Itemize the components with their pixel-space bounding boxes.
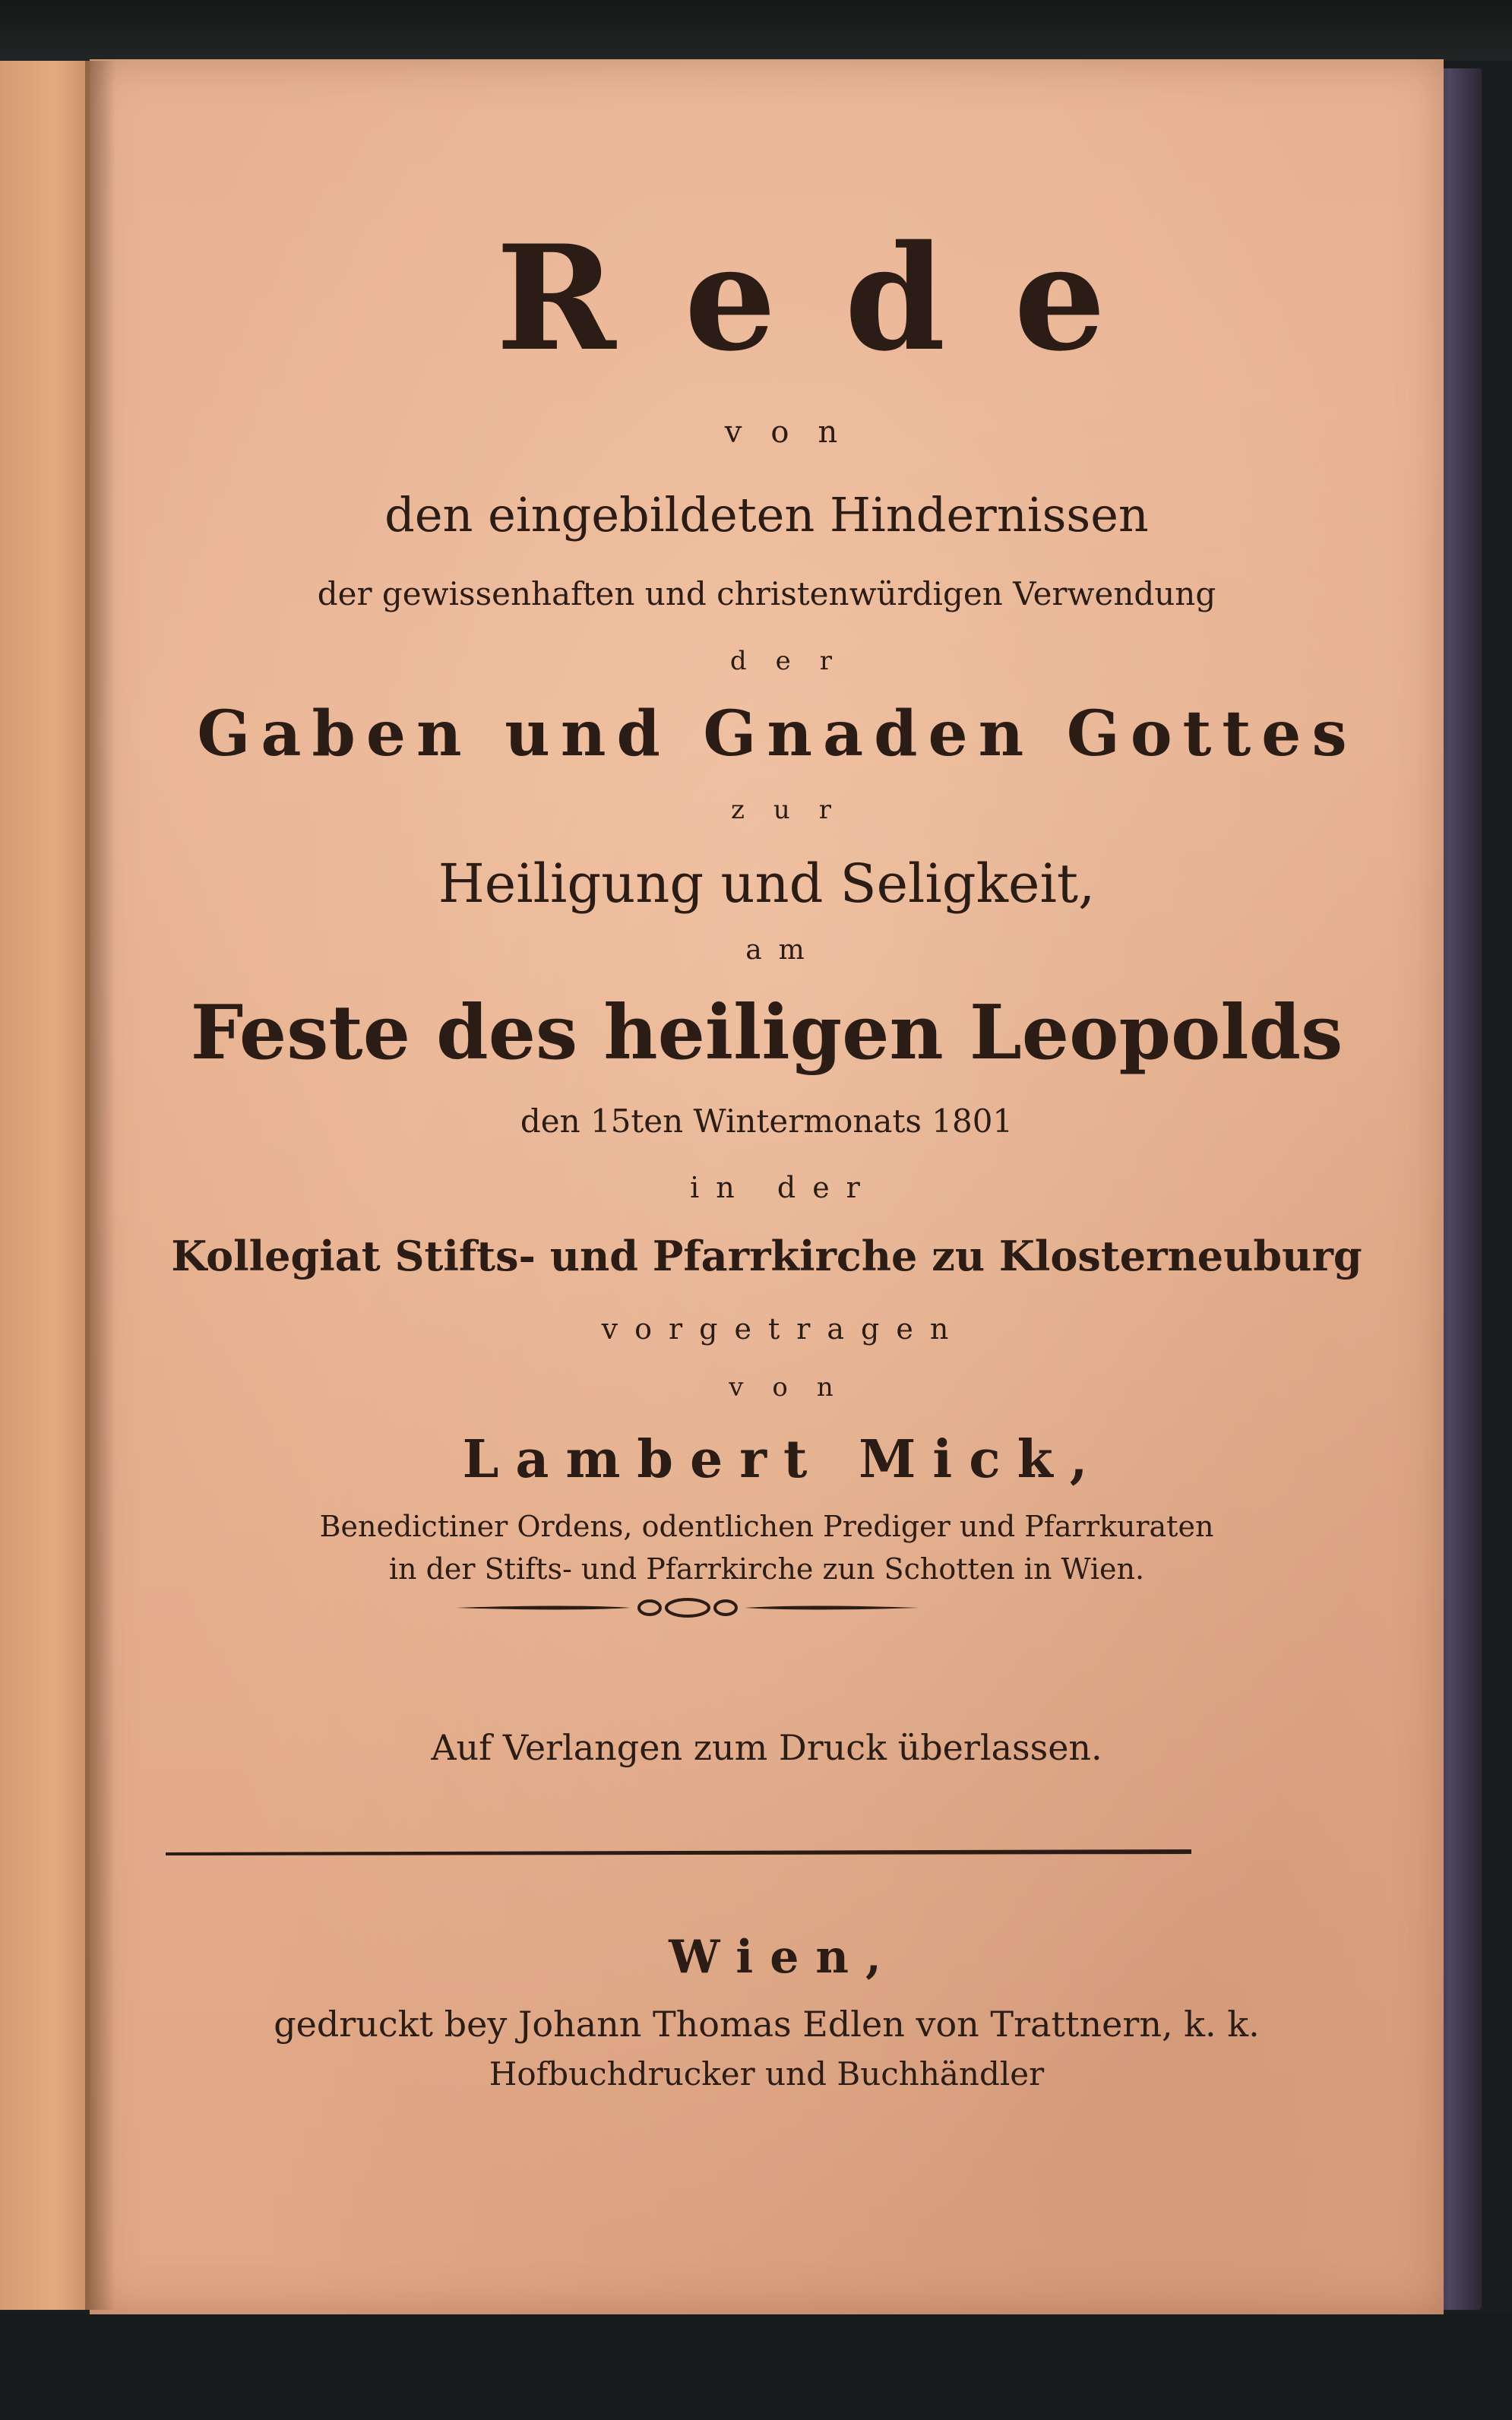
author-role-1: Benedictiner Ordens, odentlichen Prediger und Pfarrkuraten bbox=[319, 1510, 1214, 1543]
title-page bbox=[90, 59, 1444, 2314]
church-line: Kollegiat Stifts- und Pfarrkirche zu Klosterneuburg bbox=[171, 1232, 1362, 1280]
purpose-line: Heiligung und Seligkeit, bbox=[438, 853, 1096, 915]
scanner-bottom bbox=[0, 2314, 1512, 2420]
zur-line: zur bbox=[730, 795, 861, 825]
gifts-line: Gaben und Gnaden Gottes bbox=[197, 698, 1358, 770]
feast-line: Feste des heiligen Leopolds bbox=[190, 989, 1343, 1077]
am-line: am bbox=[745, 935, 821, 966]
left-page-edge bbox=[0, 61, 93, 2310]
printer-line-1: gedruckt bey Johann Thomas Edlen von Trattnern, k. k. bbox=[274, 2004, 1260, 2045]
printer-line-2: Hofbuchdrucker und Buchhändler bbox=[489, 2055, 1045, 2093]
author-role-2: in der Stifts- und Pfarrkirche zun Schotten in Wien. bbox=[388, 1552, 1145, 1586]
author-name: Lambert Mick, bbox=[462, 1429, 1105, 1490]
subject-line-2: der gewissenhaften und christenwürdigen Verwendung bbox=[317, 575, 1216, 612]
in-der-line: in der bbox=[690, 1171, 877, 1204]
vorgetragen-line: vorgetragen bbox=[601, 1312, 966, 1346]
subject-line-1: den eingebildeten Hindernissen bbox=[384, 487, 1149, 543]
print-note: Auf Verlangen zum Druck überlassen. bbox=[431, 1727, 1102, 1768]
von-line: von bbox=[724, 415, 867, 450]
ornamental-rule bbox=[456, 1595, 919, 1621]
heavy-divider-rule bbox=[166, 1846, 1191, 1857]
date-line: den 15ten Wintermonats 1801 bbox=[520, 1102, 1014, 1140]
der-line: der bbox=[729, 646, 862, 676]
main-title: Rede bbox=[495, 214, 1175, 383]
gutter-shadow bbox=[85, 61, 115, 2310]
city-line: Wien, bbox=[669, 1931, 898, 1984]
scanner-backdrop bbox=[0, 0, 1512, 61]
von-line-2: von bbox=[729, 1372, 862, 1403]
